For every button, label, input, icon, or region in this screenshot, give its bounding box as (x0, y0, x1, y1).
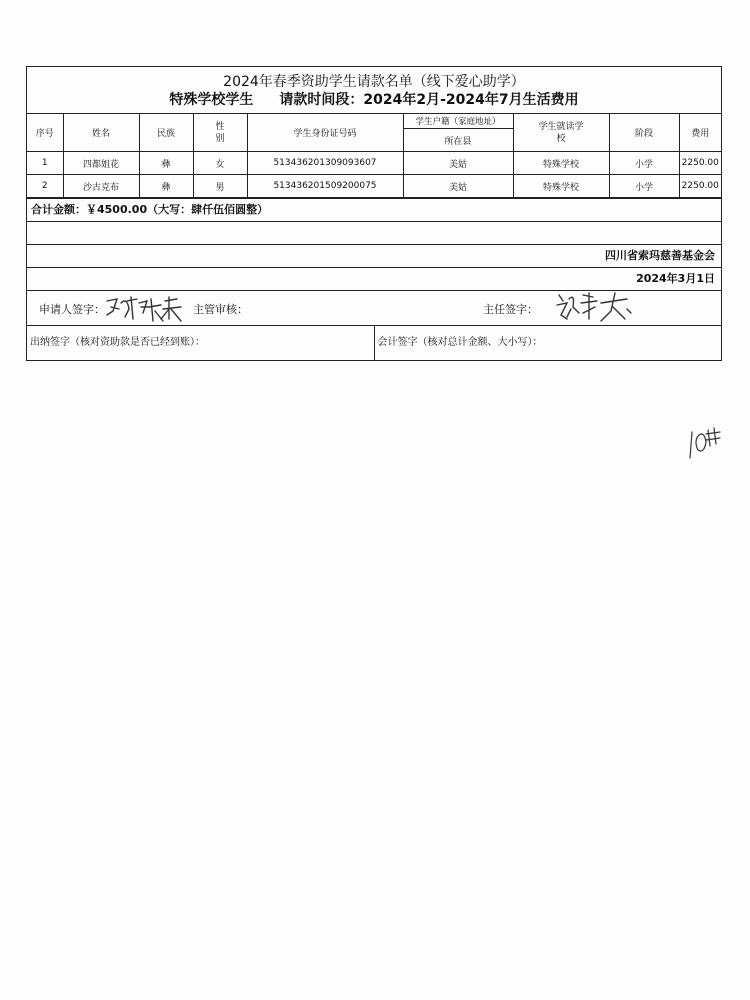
signature-row (27, 290, 721, 325)
document-date: 2024年3月1日 (27, 267, 721, 290)
header-school: 学生就读学校 (513, 114, 609, 152)
cell-fee: 2250.00 (679, 152, 721, 175)
header-county: 所在县 (403, 129, 513, 152)
header-fee: 费用 (679, 114, 721, 152)
cell-id-number: 513436201509200075 (247, 175, 403, 198)
director-signature-label: 主任签字： (483, 303, 538, 316)
cell-id-number: 513436201309093607 (247, 152, 403, 175)
table-row (27, 152, 721, 175)
request-form (26, 66, 722, 361)
title-line-2-period: 请款时间段：2024年2月-2024年7月生活费用 (279, 92, 579, 108)
cell-gender: 男 (193, 175, 247, 198)
student-table (27, 114, 721, 198)
cashier-signature-label: 出纳签字（核对资助款是否已经到账）： (27, 326, 375, 360)
header-no: 序号 (27, 114, 63, 152)
cell-county: 美姑 (403, 175, 513, 198)
header-household: 学生户籍（家庭地址） (403, 114, 513, 129)
title-line-2-category: 特殊学校学生 (169, 92, 254, 108)
blank-row (27, 221, 721, 244)
applicant-signature-label: 申请人签字： (39, 303, 105, 316)
organization-name: 四川省索玛慈善基金会 (27, 244, 721, 267)
cell-no: 1 (27, 152, 63, 175)
applicant-signature-icon (103, 293, 185, 325)
accountant-signature-label: 会计签字（核对总计金额、大小写）： (377, 337, 543, 348)
cell-name: 沙古克布 (63, 175, 139, 198)
cell-county: 美姑 (403, 152, 513, 175)
handwritten-note-icon (686, 424, 722, 462)
header-stage: 阶段 (609, 114, 679, 152)
title-block (27, 67, 721, 114)
cell-stage: 小学 (609, 152, 679, 175)
title-line-1: 2024年春季资助学生请款名单（线下爱心助学） (223, 74, 525, 90)
cell-ethnicity: 彝 (139, 175, 193, 198)
cell-name: 四都姐花 (63, 152, 139, 175)
cell-ethnicity: 彝 (139, 152, 193, 175)
header-name: 姓名 (63, 114, 139, 152)
cell-stage: 小学 (609, 175, 679, 198)
finance-row (27, 325, 721, 360)
header-gender: 性别 (193, 114, 247, 152)
cell-gender: 女 (193, 152, 247, 175)
title-line-2 (27, 91, 721, 109)
cell-no: 2 (27, 175, 63, 198)
total-amount: 合计金额：￥4500.00（大写：肆仟伍佰圆整） (27, 198, 721, 221)
cell-school: 特殊学校 (513, 175, 609, 198)
supervisor-signature-label: 主管审核： (193, 303, 248, 316)
cell-fee: 2250.00 (679, 175, 721, 198)
cell-school: 特殊学校 (513, 152, 609, 175)
director-signature-icon (553, 289, 635, 325)
header-ethnicity: 民族 (139, 114, 193, 152)
table-row (27, 175, 721, 198)
header-id-number: 学生身份证号码 (247, 114, 403, 152)
